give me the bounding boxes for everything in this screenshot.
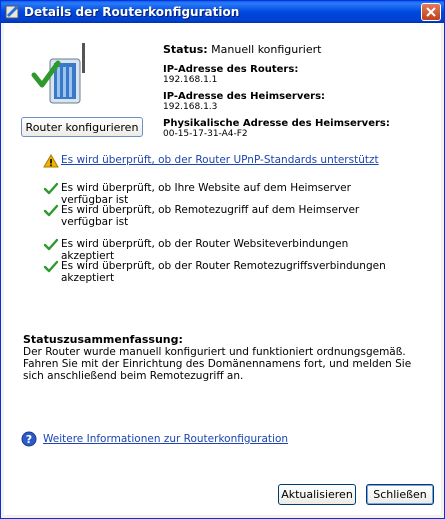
check-text: Es wird überprüft, ob der Router Websiteverbindungen akzeptiert — [61, 238, 349, 262]
window-title: Details der Routerkonfiguration — [24, 5, 240, 19]
check-text: Es wird überprüft, ob Ihre Website auf dem Heimserver verfügbar ist — [61, 182, 351, 206]
app-icon — [5, 4, 21, 20]
checkmark-icon — [41, 204, 61, 218]
check-text: Es wird überprüft, ob Remotezugriff auf dem Heimserver verfügbar ist — [61, 204, 360, 228]
check-item-remote-access — [41, 204, 401, 228]
dialog-content — [4, 23, 441, 515]
status-label: Status: — [163, 43, 208, 56]
router-ip-label: IP-Adresse des Routers: — [163, 64, 299, 75]
status-line — [163, 43, 390, 56]
check-item-website — [41, 182, 401, 206]
close-button[interactable]: Schließen — [366, 484, 434, 505]
help-icon — [21, 431, 37, 447]
router-icon — [30, 41, 90, 109]
more-info-link[interactable] — [21, 431, 288, 447]
check-text: Es wird überprüft, ob der Router Remotezugriffsverbindungen akzeptiert — [61, 260, 386, 284]
check-item-upnp[interactable] — [41, 154, 401, 168]
checkmark-icon — [41, 182, 61, 196]
server-ip-value: 192.168.1.3 — [163, 102, 218, 112]
checkmark-icon — [41, 238, 61, 252]
svg-text:?: ? — [25, 433, 33, 446]
summary-title: Statuszusammenfassung: — [23, 333, 183, 346]
close-window-button[interactable] — [421, 3, 441, 21]
checkmark-icon — [41, 260, 61, 274]
check-item-website-connections — [41, 238, 401, 262]
check-item-remote-connections — [41, 260, 401, 284]
summary-text: Der Router wurde manuell konfiguriert und funktioniert ordnungsgemäß. Fahren Sie mit der Einrichtung des Domänennamens fort, und melden Sie sich anschließend beim Remotezugriff an. — [23, 346, 412, 382]
refresh-button[interactable]: Aktualisieren — [278, 484, 356, 505]
check-text[interactable]: Es wird überprüft, ob der Router UPnP-Standards unterstützt — [61, 154, 379, 166]
configure-router-button[interactable]: Router konfigurieren — [21, 117, 143, 137]
server-ip-label: IP-Adresse des Heimservers: — [163, 91, 326, 102]
warning-icon — [41, 154, 61, 168]
router-ip-value: 192.168.1.1 — [163, 75, 218, 85]
status-value: Manuell konfiguriert — [211, 43, 322, 56]
close-icon — [426, 7, 436, 17]
router-info — [163, 43, 390, 139]
mac-label: Physikalische Adresse des Heimservers: — [163, 118, 390, 129]
more-info-text[interactable]: Weitere Informationen zur Routerkonfiguration — [43, 433, 289, 445]
title-bar[interactable] — [1, 1, 444, 23]
mac-value: 00-15-17-31-A4-F2 — [163, 129, 248, 139]
